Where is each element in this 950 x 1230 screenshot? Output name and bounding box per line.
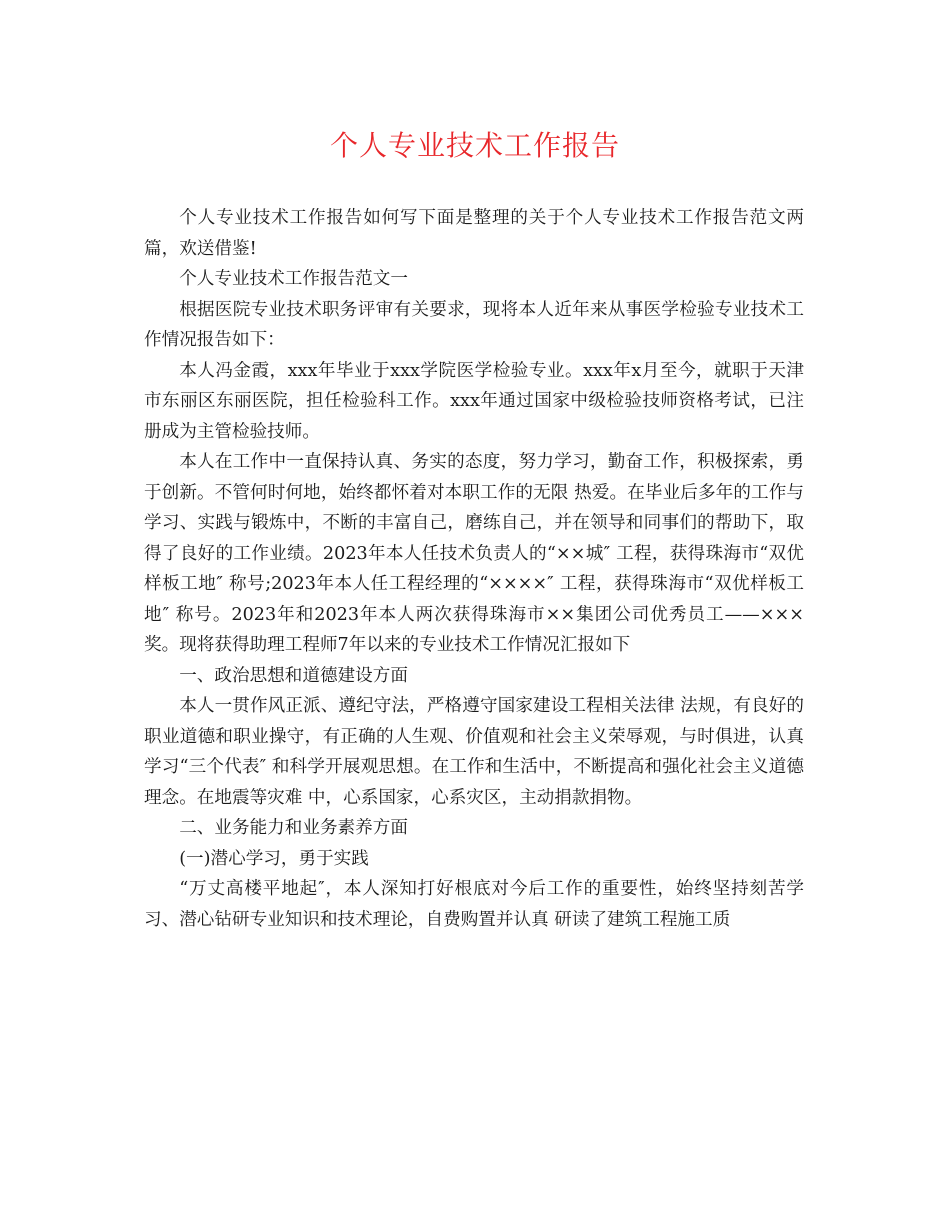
document-title: 个人专业技术工作报告 [329, 129, 620, 162]
section-heading-political: 一、政治思想和道德建设方面 [179, 665, 408, 686]
paragraph-basis: 根据医院专业技术职务评审有关要求，现将本人近年来从事医学检验专业技术工作情况报告如下： [144, 299, 804, 350]
paragraph-personal-info: 本人冯金霞，xxx年毕业于xxx学院医学检验专业。xxx年x月至今，就职于天津市东丽区东丽医院，担任检验科工作。xxx年通过国家中级检验技师资格考试，已注册成为主管检验技师。 [144, 360, 804, 442]
paragraph-sample-heading: 个人专业技术工作报告范文一 [179, 269, 408, 289]
section-heading-business: 二、业务能力和业务素养方面 [179, 818, 408, 838]
subsection-heading-study: (一)潜心学习，勇于实践 [179, 848, 369, 869]
paragraph-work-attitude: 本人在工作中一直保持认真、务实的态度，努力学习，勤奋工作，积极探索，勇于创新。不管何时何地，始终都怀着对本职工作的无限 热爱。在毕业后多年的工作与学习、实践与锻炼中，不断的丰富自己，磨练自己，并在领导和同事们的帮助下，取得了良好的工作业绩。2023年本人任技术负责人的“××城″ 工程，获得珠海市“双优样板工地″ 称号;2023年本人任工程经理的“××××″ 工程，获得珠海市“双优样板工地″ 称号。2023年和2023年本人两次获得珠海市××集团公司优秀员工——×××奖。现将获得助理工程师7年以来的专业技术工作情况汇报如下 [144, 452, 804, 655]
paragraph-study: “万丈高楼平地起″，本人深知打好根底对今后工作的重要性，始终坚持刻苦学习、潜心钻研专业知识和技术理论，自费购置并认真 研读了建筑工程施工质 [144, 879, 804, 930]
paragraph-intro: 个人专业技术工作报告如何写下面是整理的关于个人专业技术工作报告范文两篇，欢送借鉴! [144, 208, 804, 259]
paragraph-political: 本人一贯作风正派、遵纪守法，严格遵守国家建设工程相关法律 法规，有良好的职业道德和职业操守，有正确的人生观、价值观和社会主义荣辱观，与时俱进，认真学习“三个代表″ 和科学开展观思想。在工作和生活中，不断提高和强化社会主义道德理念。在地震等灾难 中，心系国家，心系灾区，主动捐款捐物。 [144, 696, 804, 808]
document-body [144, 203, 804, 935]
